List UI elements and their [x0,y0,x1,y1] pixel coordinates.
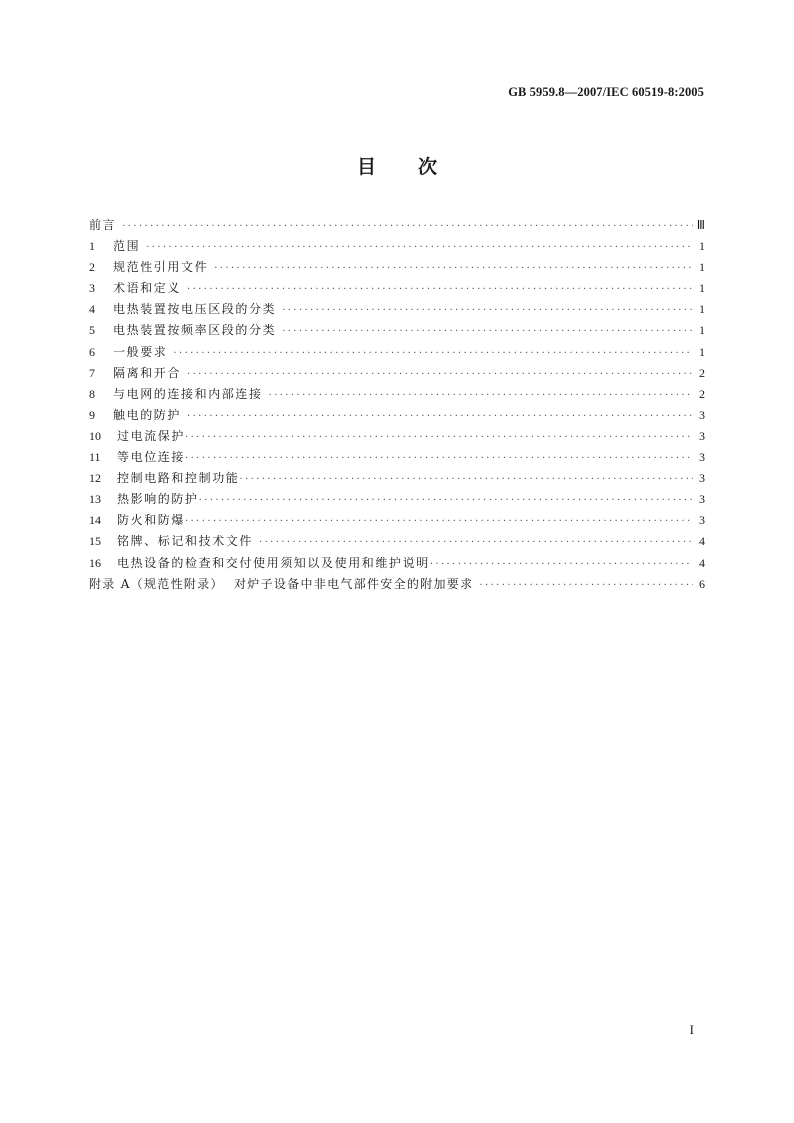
toc-page-number: 4 [699,555,705,570]
toc-entry-1[interactable] [89,237,705,258]
toc-page-number: 2 [699,365,705,380]
toc-entry-number: 15 [89,534,101,549]
toc-entry-label: 范围 [113,239,141,254]
dot-leader [259,537,693,548]
toc-entry-label: 电热装置按频率区段的分类 [113,323,277,338]
dot-leader [187,411,693,422]
toc-entry-annex-a[interactable] [89,575,705,596]
dot-leader [282,326,693,337]
toc-entry-number: 10 [89,428,101,443]
toc-entry-9[interactable] [89,406,705,427]
toc-entry-label: 触电的防护 [113,407,182,422]
toc-entry-number: 6 [89,344,95,359]
toc-entry-label: 与电网的连接和内部连接 [113,386,263,401]
toc-entry-number: 7 [89,365,95,380]
toc-entry-2[interactable] [89,258,705,279]
title-char-2: 次 [418,156,438,178]
toc-page-number: 3 [699,513,705,528]
toc-page-number: 3 [699,407,705,422]
title-char-1: 目 [356,156,376,178]
dot-leader [187,284,693,295]
toc-page-number: 1 [699,302,705,317]
toc-entry-6[interactable] [89,343,705,364]
toc-page-number: 1 [699,323,705,338]
toc-page-number: 4 [699,534,705,549]
toc-entry-label: 等电位连接 [117,450,186,465]
toc-page-number: 6 [699,576,705,591]
toc-page-number: 1 [699,344,705,359]
toc-entry-number: 13 [89,492,101,507]
toc-entry-label: 一般要求 [113,344,168,359]
toc-page-number: 3 [699,492,705,507]
toc-entry-16[interactable] [89,554,705,575]
toc-page-number: 1 [699,239,705,254]
toc-entry-number: 16 [89,555,101,570]
toc-entry-label: 术语和定义 [113,281,182,296]
toc-entry-3[interactable] [89,279,705,300]
dot-leader [122,221,693,232]
toc-entry-number: 5 [89,323,95,338]
toc-entry-label: 规范性引用文件 [113,260,209,275]
page-title [0,152,794,179]
toc-entry-label: 控制电路和控制功能 [117,471,240,486]
toc-entry-label: 前言 [89,218,117,232]
dot-leader [269,390,693,401]
toc-entry-number: 3 [89,281,95,296]
table-of-contents [89,216,705,596]
toc-entry-label: 隔离和开合 [113,365,182,380]
dot-leader [185,453,693,464]
toc-entry-number: 11 [89,450,101,465]
toc-page-number: 1 [699,260,705,275]
toc-entry-4[interactable] [89,300,705,321]
toc-entry-number: 12 [89,471,101,486]
toc-entry-label: 附录 A（规范性附录） 对炉子设备中非电气部件安全的附加要求 [89,576,474,591]
toc-page-number: Ⅲ [696,218,705,232]
dot-leader [282,305,693,316]
toc-entry-14[interactable] [89,511,705,532]
dot-leader [185,432,693,443]
toc-page-number: 3 [699,471,705,486]
toc-entry-13[interactable] [89,490,705,511]
dot-leader [214,263,693,274]
toc-page-number: 1 [699,281,705,296]
dot-leader [430,559,693,570]
toc-entry-8[interactable] [89,385,705,406]
toc-entry-number: 14 [89,513,101,528]
toc-entry-5[interactable] [89,321,705,342]
toc-page-number: 3 [699,450,705,465]
toc-entry-number: 4 [89,302,95,317]
toc-page-number: 2 [699,386,705,401]
dot-leader [146,242,693,253]
toc-entry-label: 热影响的防护 [117,492,199,507]
dot-leader [187,369,693,380]
toc-entry-number: 2 [89,260,95,275]
toc-entry-number: 1 [89,239,95,254]
toc-entry-15[interactable] [89,532,705,553]
toc-entry-label: 电热设备的检查和交付使用须知以及使用和维护说明 [117,555,430,570]
toc-entry-label: 过电流保护 [117,428,186,443]
toc-entry-7[interactable] [89,364,705,385]
toc-entry-12[interactable] [89,469,705,490]
dot-leader [479,580,693,591]
dot-leader [199,495,693,506]
dot-leader [185,516,693,527]
toc-entry-label: 电热装置按电压区段的分类 [113,302,277,317]
toc-entry-label: 防火和防爆 [117,513,186,528]
page-number: I [689,1022,694,1037]
toc-entry-10[interactable] [89,427,705,448]
dot-leader [173,348,693,359]
dot-leader [239,474,693,485]
toc-entry-label: 铭牌、标记和技术文件 [117,534,254,549]
toc-entry-foreword[interactable] [89,216,705,237]
toc-entry-11[interactable] [89,448,705,469]
toc-entry-number: 8 [89,386,95,401]
toc-entry-number: 9 [89,407,95,422]
toc-page-number: 3 [699,428,705,443]
standard-code: GB 5959.8—2007/IEC 60519-8:2005 [508,85,704,99]
